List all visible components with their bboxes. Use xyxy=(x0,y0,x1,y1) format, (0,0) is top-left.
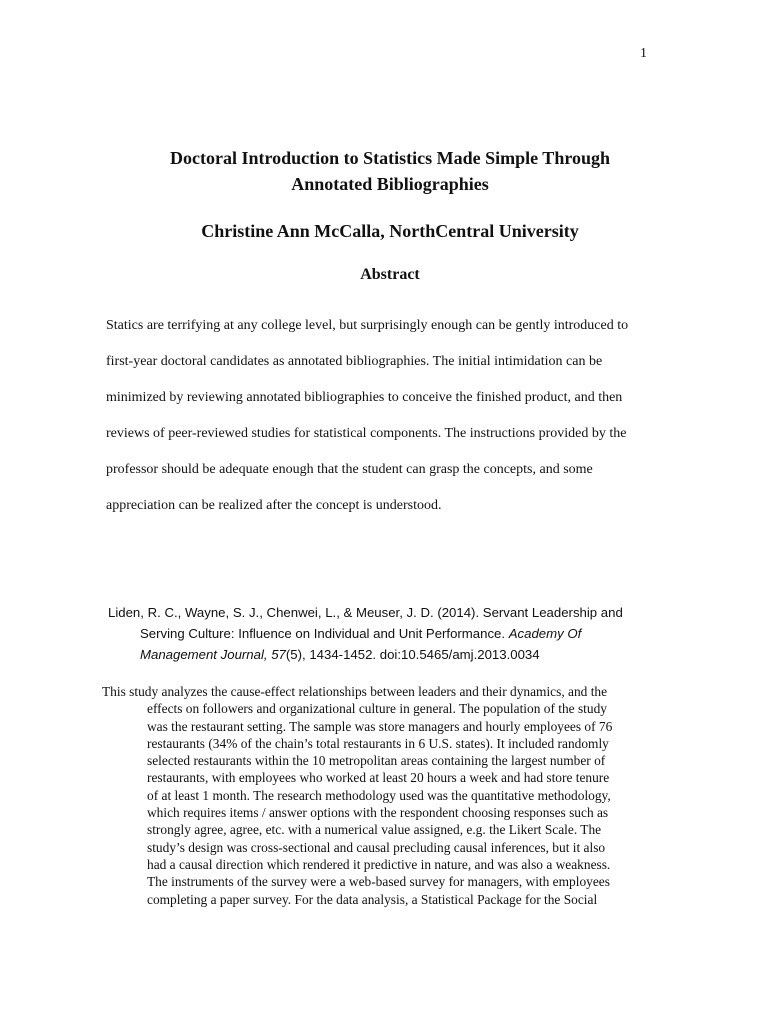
page-number: 1 xyxy=(640,46,647,61)
abstract-line: minimized by reviewing annotated bibliographies to conceive the finished product, and then xyxy=(106,390,623,405)
summary-line: of at least 1 month. The research methodology used was the quantitative methodology, xyxy=(147,787,611,803)
citation-line xyxy=(108,644,668,665)
summary-line: was the restaurant setting. The sample was store managers and hourly employees of 76 xyxy=(147,718,613,734)
summary-line: which requires items / answer options with the respondent choosing responses such as xyxy=(147,805,609,821)
paper-title xyxy=(100,145,680,197)
citation-journal: Academy Of xyxy=(508,626,582,641)
title-line: Annotated Bibliographies xyxy=(291,174,489,194)
summary-line: completing a paper survey. For the data analysis, a Statistical Package for the Social xyxy=(147,891,598,907)
summary-line: restaurants, with employees who worked at least 20 hours a week and had store tenure xyxy=(147,770,610,786)
summary-line: had a causal direction which rendered it predictive in nature, and was also a weakness. xyxy=(147,856,611,872)
abstract-line: first-year doctoral candidates as annotated bibliographies. The initial intimidation can be xyxy=(106,354,603,369)
author-line: Christine Ann McCalla, NorthCentral University xyxy=(201,221,579,241)
title-line: Doctoral Introduction to Statistics Made Simple Through xyxy=(169,148,611,168)
abstract-line: Statics are terrifying at any college level, but surprisingly enough can be gently introduced to xyxy=(106,318,629,333)
abstract-body xyxy=(106,316,676,532)
citation-article-title: Serving Culture: Influence on Individual and Unit Performance. xyxy=(140,626,509,641)
reference-citation xyxy=(108,602,668,665)
abstract-line: appreciation can be realized after the concept is understood. xyxy=(106,498,442,513)
summary-line: The instruments of the survey were a web-based survey for managers, with employees xyxy=(147,874,610,890)
summary-line: strongly agree, agree, etc. with a numerical value assigned, e.g. the Likert Scale. The xyxy=(147,822,602,838)
annotation-summary xyxy=(102,683,672,908)
citation-issue-pages-doi: (5), 1434-1452. doi:10.5465/amj.2013.0034 xyxy=(285,647,540,662)
citation-line xyxy=(108,623,668,644)
citation-journal-volume: Management Journal, 57 xyxy=(140,647,286,662)
abstract-line: reviews of peer-reviewed studies for statistical components. The instructions provided by the xyxy=(106,426,627,441)
summary-line: selected restaurants within the 10 metropolitan areas containing the largest number of xyxy=(147,753,606,769)
summary-line: restaurants (34% of the chain’s total restaurants in 6 U.S. states). It included randomly xyxy=(147,735,609,751)
citation-line: Liden, R. C., Wayne, S. J., Chenwei, L., & Meuser, J. D. (2014). Servant Leadership and xyxy=(108,605,623,620)
abstract-line: professor should be adequate enough that the student can grasp the concepts, and some xyxy=(106,462,593,477)
summary-line: study’s design was cross-sectional and causal precluding causal inferences, but it also xyxy=(147,839,606,855)
summary-line: effects on followers and organizational culture in general. The population of the study xyxy=(147,701,607,717)
summary-line: This study analyzes the cause-effect relationships between leaders and their dynamics, and the xyxy=(102,684,608,699)
abstract-heading: Abstract xyxy=(360,266,420,283)
